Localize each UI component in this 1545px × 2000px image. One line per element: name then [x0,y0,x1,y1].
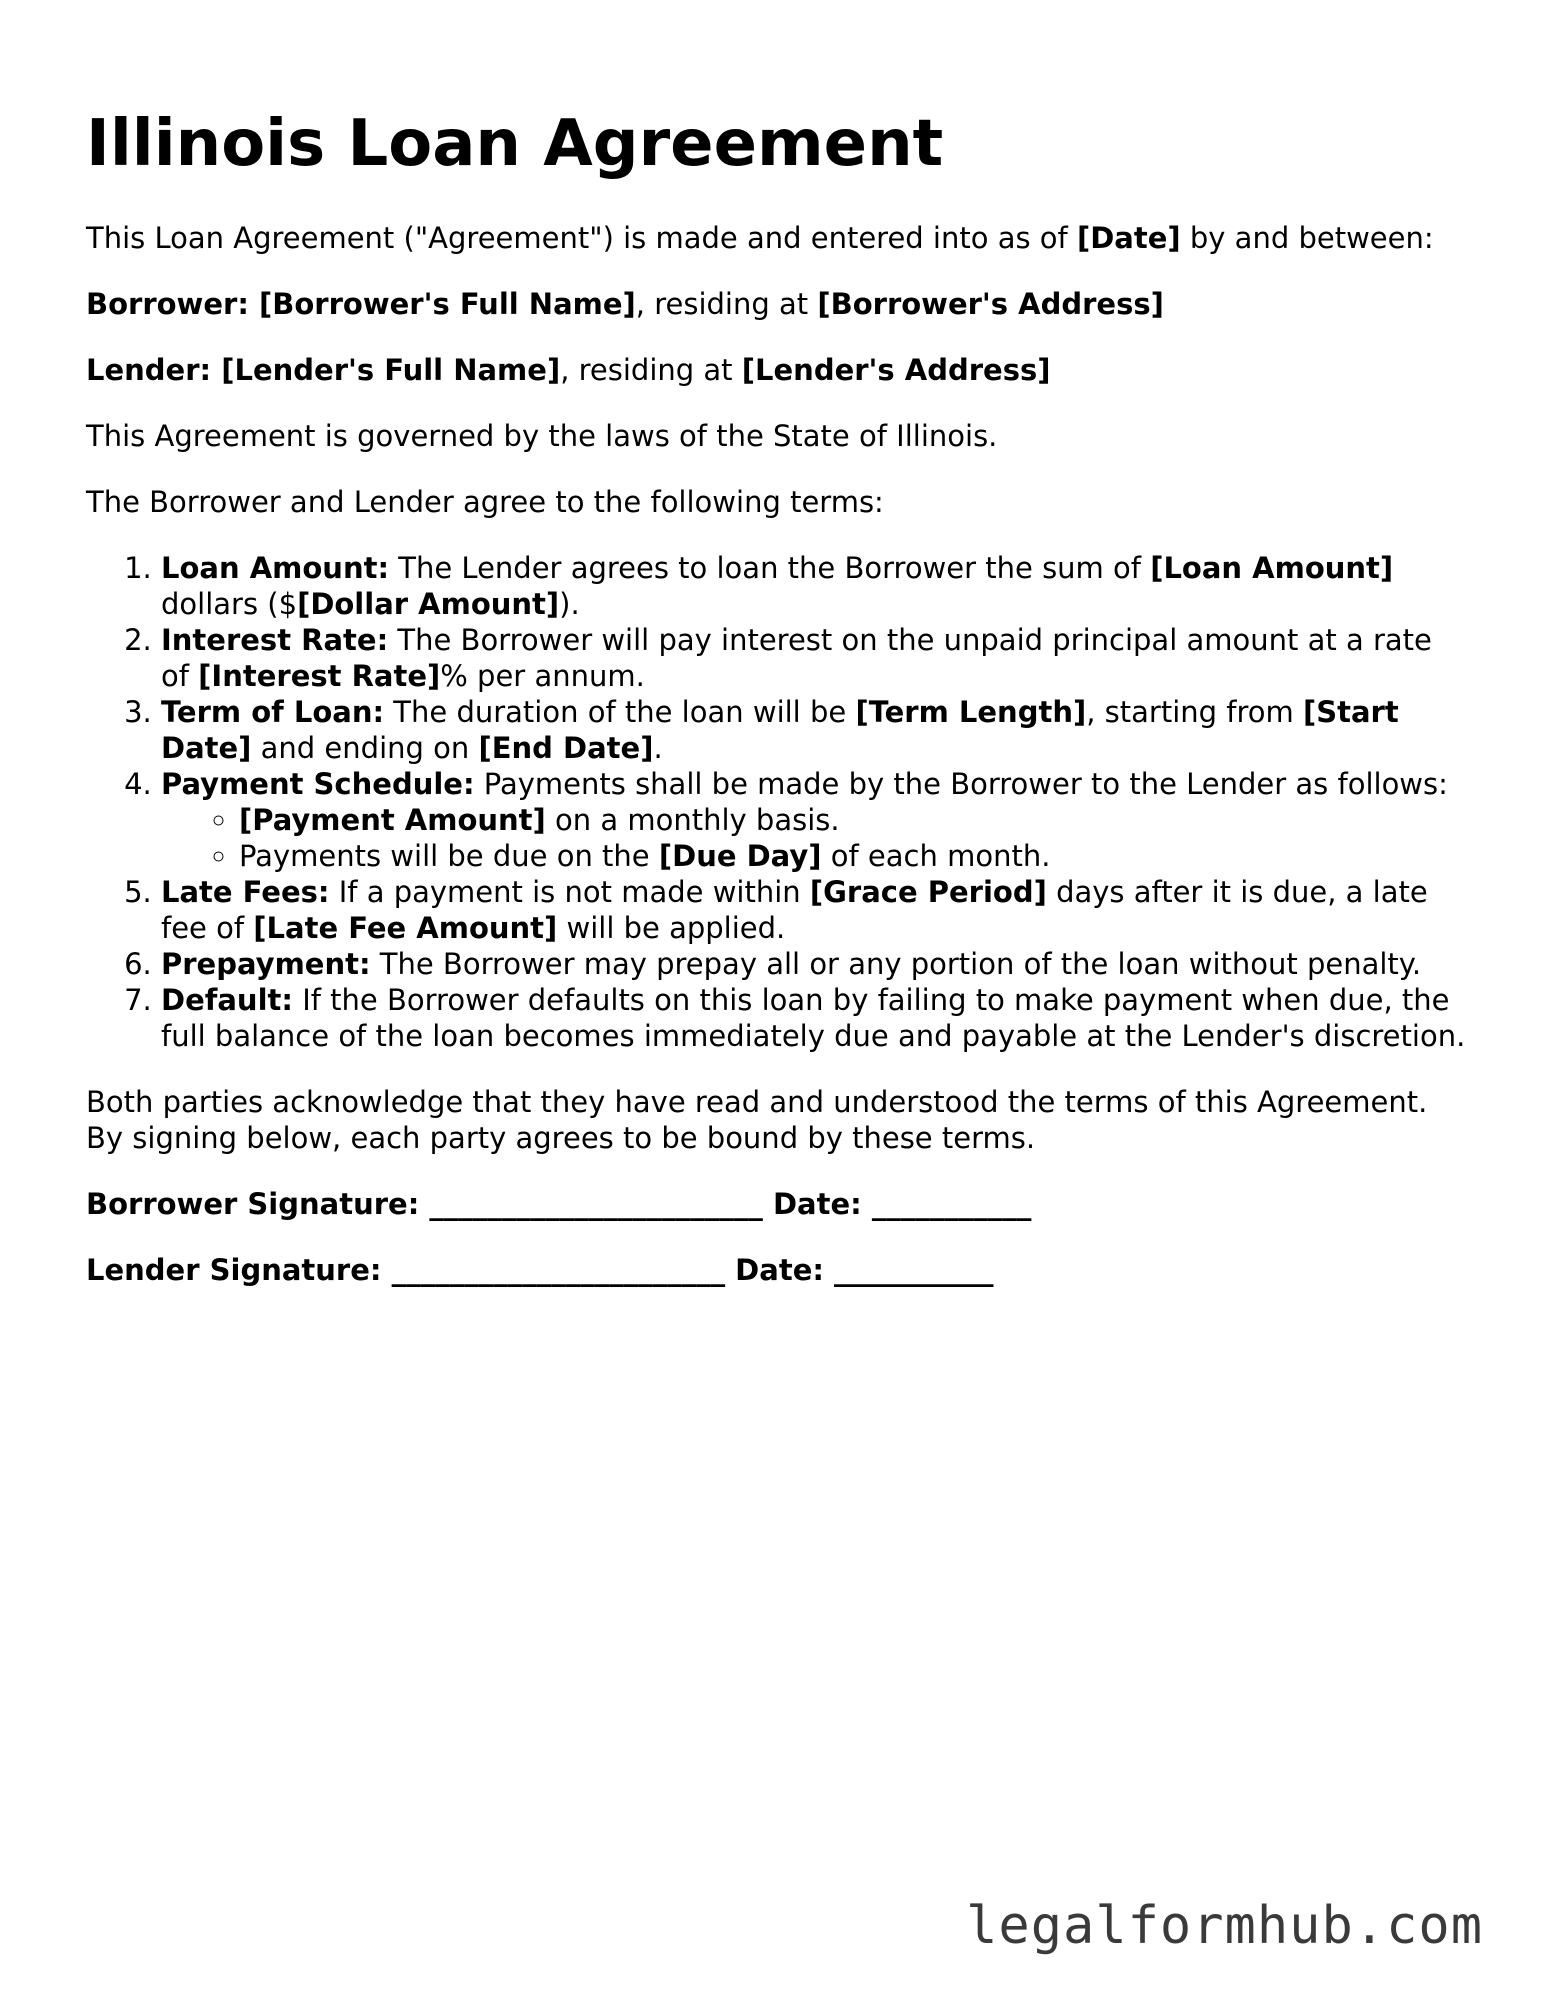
term-label: Payment Schedule: [161,767,475,801]
loan-amount-placeholder: [Loan Amount] [1150,551,1394,585]
lender-label: Lender: [Lender's Full Name] [86,353,561,387]
borrower-line [86,286,1466,322]
term-text: The duration of the loan will be [384,695,856,729]
term-text: If the Borrower defaults on this loan by failing to make payment when due, the full balance of the loan becomes immediately due and payable at the Lender's discretion. [161,983,1466,1053]
acknowledgment: Both parties acknowledge that they have read and understood the terms of this Agreement. By signing below, each party agrees to be bound by these terms. [86,1085,1428,1155]
term-text: The Borrower may prepay all or any portion of the loan without penalty. [370,947,1422,981]
term-text: ). [559,587,580,621]
lender-residing: , residing at [560,353,742,387]
end-date-placeholder: [End Date] [478,731,654,765]
term-text: of each month. [821,839,1051,873]
term-text: will be applied. [557,911,786,945]
schedule-item-amount [239,802,1466,838]
term-text: dollars ($ [161,587,298,621]
due-day-placeholder: [Due Day] [658,839,822,873]
term-text: Payments shall be made by the Borrower to the Lender as follows: [474,767,1448,801]
term-text: days after it is due, a late fee of [161,875,1428,945]
borrower-label: Borrower: [Borrower's Full Name] [86,287,636,321]
term-text: on a monthly basis. [545,803,840,837]
lender-signature-line: Lender Signature: _______________________ Date: ___________ [86,1253,994,1287]
term-text: . [653,731,663,765]
term-text: The Borrower will pay interest on the unpaid principal amount at a rate of [161,623,1432,693]
term-term-of-loan [161,694,1466,766]
term-late-fees [161,874,1466,946]
term-text: , starting from [1086,695,1303,729]
start-date-placeholder: [Start Date] [161,695,1399,765]
borrower-residing: , residing at [635,287,818,321]
term-label: Prepayment: [161,947,371,981]
interest-rate-placeholder: [Interest Rate] [198,659,441,693]
term-text: % per annum. [440,659,645,693]
term-loan-amount [161,550,1466,622]
document-title: Illinois Loan Agreement [86,107,944,181]
payment-schedule-list [161,802,1466,874]
term-text: If a payment is not made within [329,875,810,909]
term-text: and ending on [251,731,479,765]
borrower-address: [Borrower's Address] [817,287,1164,321]
term-label: Interest Rate: [161,623,389,657]
watermark: legalformhub.com [966,1896,1483,1956]
document-page [86,96,1466,1288]
term-label: Default: [161,983,293,1017]
intro-paragraph [86,220,1466,256]
term-interest-rate [161,622,1466,694]
term-payment-schedule [161,766,1466,874]
term-length-placeholder: [Term Length] [855,695,1087,729]
terms-list [86,550,1466,1054]
term-label: Loan Amount: [161,551,390,585]
dollar-amount-placeholder: [Dollar Amount] [297,587,560,621]
lender-line [86,352,1466,388]
intro-text: This Loan Agreement ("Agreement") is made and entered into as of [86,221,1077,255]
schedule-item-due [239,838,1466,874]
term-label: Late Fees: [161,875,330,909]
payment-amount-placeholder: [Payment Amount] [239,803,546,837]
lender-address: [Lender's Address] [741,353,1051,387]
governing-law: This Agreement is governed by the laws of the State of Illinois. [86,419,998,453]
term-prepayment [161,946,1466,982]
intro-text-end: by and between: [1180,221,1434,255]
term-label: Term of Loan: [161,695,385,729]
term-text: The Lender agrees to loan the Borrower the sum of [389,551,1151,585]
borrower-signature-line: Borrower Signature: _______________________ Date: ___________ [86,1187,1032,1221]
term-default [161,982,1466,1054]
term-text: Payments will be due on the [239,839,659,873]
terms-intro: The Borrower and Lender agree to the following terms: [86,485,884,519]
late-fee-placeholder: [Late Fee Amount] [253,911,558,945]
grace-period-placeholder: [Grace Period] [809,875,1047,909]
date-placeholder: [Date] [1076,221,1181,255]
